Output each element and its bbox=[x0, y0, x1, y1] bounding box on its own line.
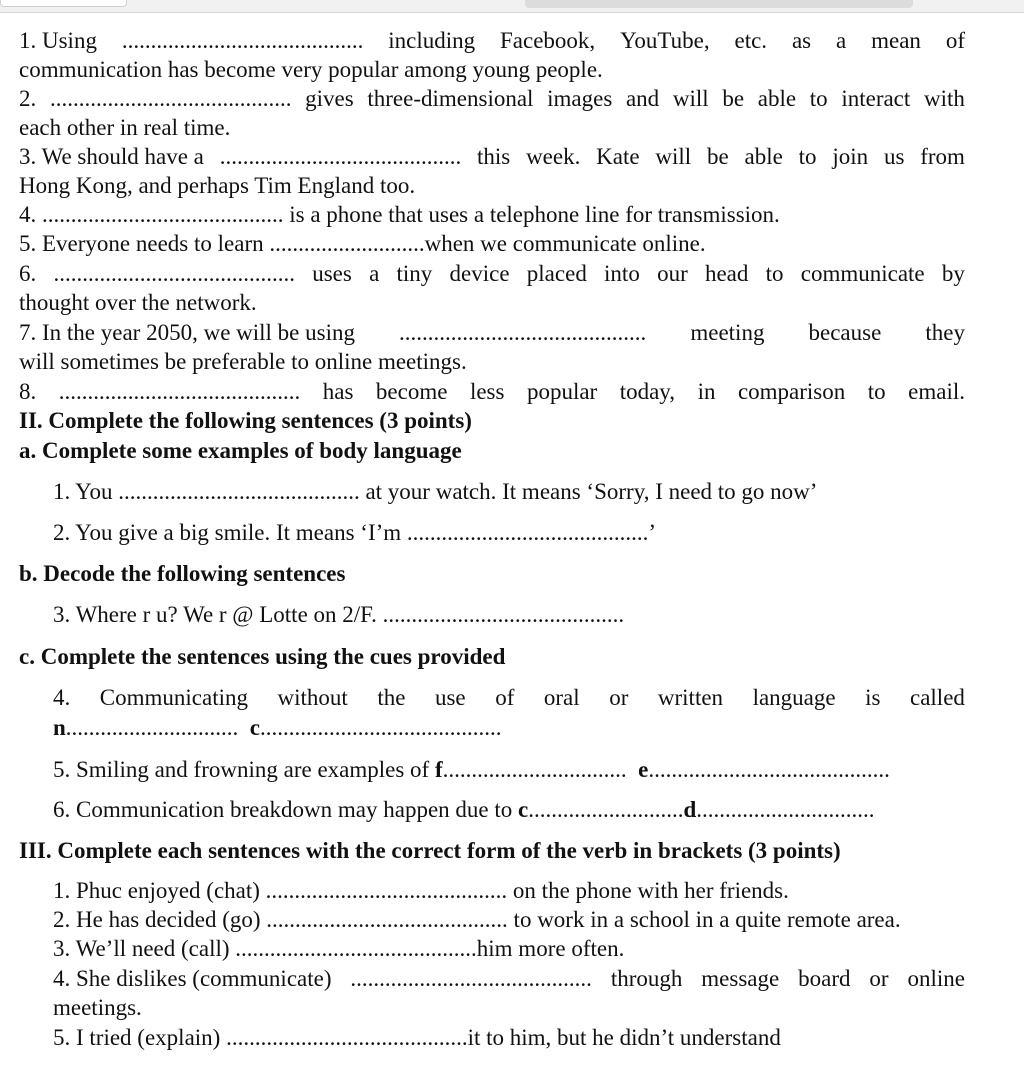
iii-q4-prefix: 4. She dislikes (communicate) bbox=[53, 966, 332, 991]
q6-word: a bbox=[369, 261, 380, 286]
q6-word: head bbox=[704, 261, 749, 286]
q8-word: today, bbox=[619, 379, 676, 404]
iii-question-4-line-1 bbox=[53, 964, 965, 993]
iii-q4-word: through bbox=[610, 966, 683, 991]
q3-word: Kate bbox=[596, 144, 640, 169]
q3-word: will bbox=[655, 144, 692, 169]
section-iii-heading: III. Complete each sentences with the correct form of the verb in brackets (3 points) bbox=[19, 838, 841, 863]
q1-word: including bbox=[388, 28, 476, 53]
q3-word: us bbox=[883, 144, 905, 169]
question-7-line-2: will sometimes be preferable to online meetings. bbox=[19, 349, 467, 374]
q6-word: tiny bbox=[396, 261, 433, 286]
c5-text: 5. Smiling and frowning are examples of bbox=[53, 757, 435, 782]
question-7-line-1 bbox=[19, 318, 965, 347]
c4-word: or bbox=[609, 685, 629, 710]
q8-prefix: 8. bbox=[19, 379, 37, 404]
ii-question-4-line-2 bbox=[53, 713, 502, 742]
q8-word: in bbox=[697, 379, 716, 404]
q1-word: as bbox=[791, 28, 812, 53]
q7-word: because bbox=[808, 320, 882, 345]
iii-question-4-line-2: meetings. bbox=[53, 995, 142, 1020]
q8-word: become bbox=[375, 379, 448, 404]
q8-word: has bbox=[322, 379, 354, 404]
q3-word: able bbox=[744, 144, 783, 169]
q1-word: of bbox=[945, 28, 965, 53]
q6-word: to bbox=[765, 261, 784, 286]
cue-n: n bbox=[53, 715, 66, 740]
c4-word: 4. bbox=[53, 685, 71, 710]
blank-e[interactable]: .......................................... bbox=[648, 757, 890, 782]
q2-word: able bbox=[757, 86, 797, 111]
c4-word: Communicating bbox=[99, 685, 248, 710]
ii-question-6 bbox=[53, 795, 875, 824]
cue-e: e bbox=[638, 757, 649, 782]
q1-word: etc. bbox=[734, 28, 768, 53]
q1-blank[interactable]: .......................................... bbox=[121, 28, 364, 53]
question-3-line-2: Hong Kong, and perhaps Tim England too. bbox=[19, 173, 416, 198]
c4-word: language bbox=[752, 685, 836, 710]
q6-word: placed bbox=[526, 261, 587, 286]
q3-word: from bbox=[920, 144, 965, 169]
ii-question-5 bbox=[53, 755, 890, 784]
q2-word: images bbox=[547, 86, 613, 111]
q2-word: gives bbox=[305, 86, 354, 111]
q6-word: by bbox=[941, 261, 965, 286]
q8-blank[interactable]: .......................................... bbox=[58, 379, 301, 404]
ii-question-2: 2. You give a big smile. It means ‘I’m ..........................................’ bbox=[53, 520, 657, 545]
q8-word: to bbox=[867, 379, 886, 404]
q1-word: a bbox=[836, 28, 847, 53]
q3-word: week. bbox=[526, 144, 581, 169]
q1-word: YouTube, bbox=[620, 28, 710, 53]
q2-word: to bbox=[809, 86, 828, 111]
q1-word: Facebook, bbox=[500, 28, 596, 53]
q3-word: this bbox=[477, 144, 511, 169]
q1-prefix: 1. Using bbox=[19, 28, 97, 53]
question-2-line-1 bbox=[19, 84, 965, 113]
cue-c: c bbox=[249, 715, 261, 740]
q3-prefix: 3. We should have a bbox=[19, 144, 204, 169]
question-3-line-1 bbox=[19, 142, 965, 171]
tab-left[interactable] bbox=[0, 0, 127, 7]
question-6-line-1 bbox=[19, 259, 965, 288]
q3-word: join bbox=[832, 144, 869, 169]
q7-blank[interactable]: ........................................... bbox=[399, 320, 647, 345]
sub-heading-c: c. Complete the sentences using the cues provided bbox=[19, 644, 506, 669]
q3-word: be bbox=[706, 144, 729, 169]
q2-word: will bbox=[672, 86, 709, 111]
q2-word: be bbox=[722, 86, 745, 111]
c4-word: use bbox=[434, 685, 466, 710]
browser-top-bar bbox=[0, 0, 1024, 13]
ii-question-3: 3. Where r u? We r @ Lotte on 2/F. .......................................... bbox=[53, 602, 625, 627]
c4-word: the bbox=[377, 685, 406, 710]
q6-word: communicate bbox=[800, 261, 925, 286]
ii-question-1: 1. You .......................................... at your watch. It means ‘Sorry, I need to go now’ bbox=[53, 479, 818, 504]
iii-q4-blank[interactable]: .......................................... bbox=[350, 966, 592, 991]
iii-q4-word: message bbox=[701, 966, 780, 991]
q7-prefix: 7. In the year 2050, we will be using bbox=[19, 320, 355, 345]
q8-word: email. bbox=[908, 379, 965, 404]
blank-f[interactable]: ................................ bbox=[442, 757, 627, 782]
q8-word: less bbox=[469, 379, 505, 404]
q7-word: meeting bbox=[690, 320, 765, 345]
c4-word: written bbox=[657, 685, 724, 710]
q3-blank[interactable]: .......................................... bbox=[219, 144, 462, 169]
cue-f: f bbox=[434, 757, 443, 782]
c4-word: called bbox=[910, 685, 965, 710]
iii-q4-word: board bbox=[798, 966, 851, 991]
question-4: 4. .......................................... is a phone that uses a telephone line for transmission. bbox=[19, 202, 780, 227]
q8-word: popular bbox=[526, 379, 598, 404]
iii-question-5: 5. I tried (explain) ..........................................it to him, but he didn’t understand bbox=[53, 1025, 781, 1050]
blank-c[interactable]: ........................... bbox=[528, 797, 684, 822]
sub-heading-b: b. Decode the following sentences bbox=[19, 561, 346, 586]
c4-word: is bbox=[865, 685, 881, 710]
q6-word: uses bbox=[312, 261, 352, 286]
iii-question-2: 2. He has decided (go) .......................................... to work in a school in a quite remote area. bbox=[53, 907, 901, 932]
q6-word: our bbox=[657, 261, 688, 286]
c4-word: of bbox=[495, 685, 515, 710]
question-8 bbox=[19, 377, 965, 406]
ii-question-4-line-1 bbox=[53, 683, 965, 712]
q1-word: mean bbox=[871, 28, 921, 53]
iii-q4-word: or bbox=[869, 966, 889, 991]
iii-question-3: 3. We’ll need (call) ..........................................him more often. bbox=[53, 936, 625, 961]
q2-word: and bbox=[625, 86, 660, 111]
q6-word: into bbox=[604, 261, 640, 286]
q6-word: device bbox=[449, 261, 510, 286]
iii-question-1: 1. Phuc enjoyed (chat) .......................................... on the phone with her friends. bbox=[53, 878, 789, 903]
q8-word: comparison bbox=[737, 379, 846, 404]
q2-word: with bbox=[923, 86, 965, 111]
c4-word: without bbox=[277, 685, 348, 710]
question-1-line-1 bbox=[19, 26, 965, 55]
q2-blank[interactable]: .......................................... bbox=[49, 86, 292, 111]
cue-c: c bbox=[518, 797, 529, 822]
question-2-line-2: each other in real time. bbox=[19, 115, 231, 140]
sub-heading-a: a. Complete some examples of body language bbox=[19, 438, 462, 463]
c6-text: 6. Communication breakdown may happen due to bbox=[53, 797, 519, 822]
question-6-line-2: thought over the network. bbox=[19, 290, 257, 315]
blank-d[interactable]: ............................... bbox=[696, 797, 875, 822]
q6-blank[interactable]: .......................................... bbox=[53, 261, 295, 286]
q7-word: they bbox=[925, 320, 965, 345]
q2-prefix: 2. bbox=[19, 86, 37, 111]
c4-word: oral bbox=[543, 685, 580, 710]
q2-word: three-dimensional bbox=[367, 86, 534, 111]
question-5: 5. Everyone needs to learn ...........................when we communicate online. bbox=[19, 231, 706, 256]
cue-d: d bbox=[683, 797, 697, 822]
q3-word: to bbox=[798, 144, 817, 169]
blank-n[interactable]: .............................. bbox=[65, 715, 239, 740]
blank-c[interactable]: .......................................... bbox=[260, 715, 502, 740]
section-ii-heading: II. Complete the following sentences (3 points) bbox=[19, 408, 472, 433]
question-1-line-2: communication has become very popular among young people. bbox=[19, 57, 603, 82]
q2-word: interact bbox=[841, 86, 911, 111]
q6-prefix: 6. bbox=[19, 261, 37, 286]
tab-right[interactable] bbox=[525, 0, 913, 8]
iii-q4-word: online bbox=[907, 966, 965, 991]
